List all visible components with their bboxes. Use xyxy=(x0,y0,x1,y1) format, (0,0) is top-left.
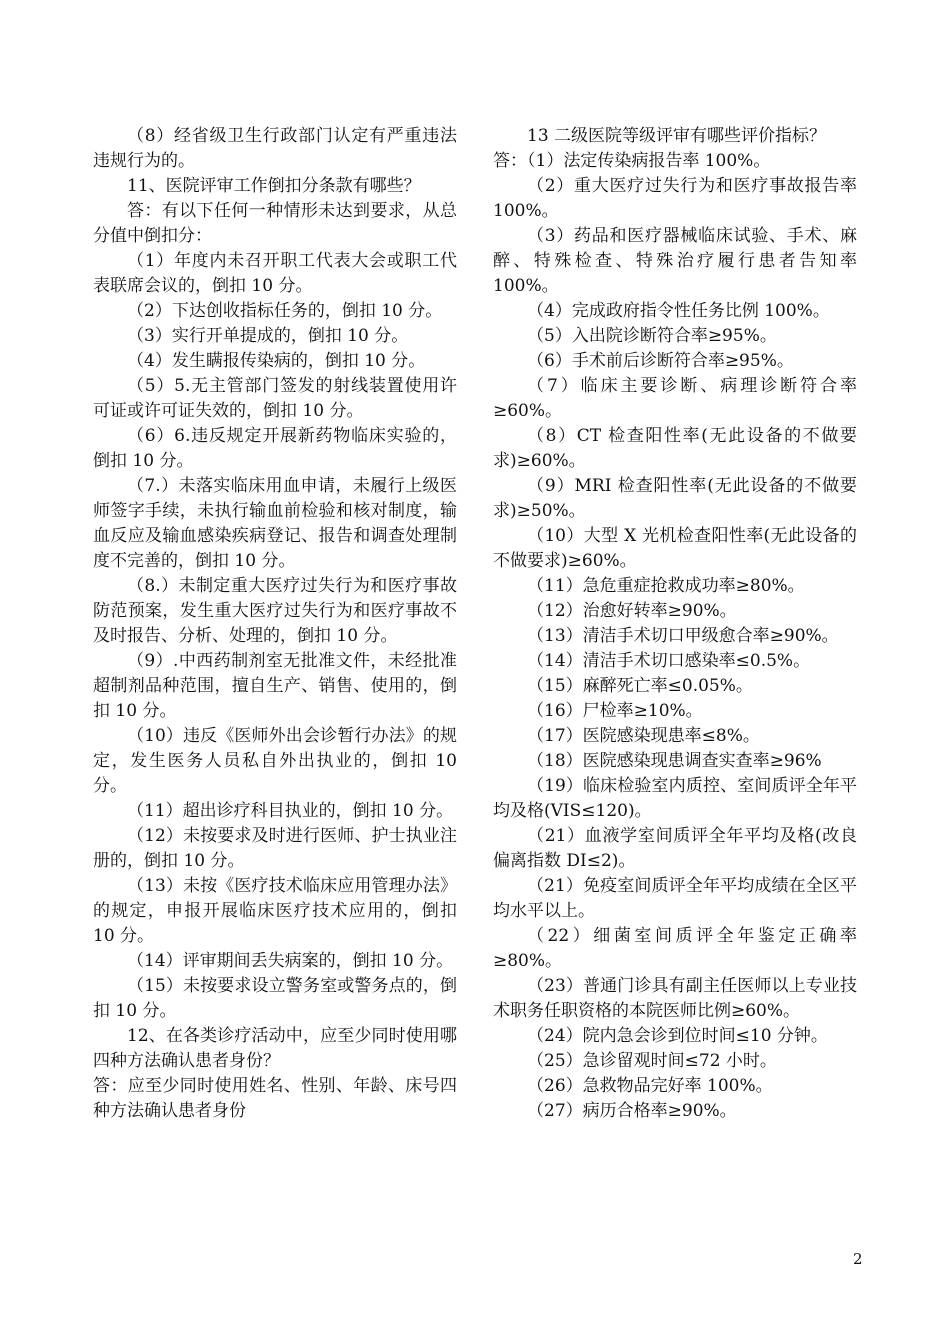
left-paragraph: （6）6.违反规定开展新药物临床实验的，倒扣 10 分。 xyxy=(93,426,457,471)
left-paragraph: （14）评审期间丢失病案的，倒扣 10 分。 xyxy=(127,951,454,971)
right-paragraph: 13 二级医院等级评审有哪些评价指标？ xyxy=(527,126,827,146)
left-paragraph: （15）未按要求设立警务室或警务点的，倒扣 10 分。 xyxy=(93,976,457,1021)
right-paragraph: 答：（1）法定传染病报告率 100%。 xyxy=(493,151,771,171)
left-paragraph: 12、在各类诊疗活动中，应至少同时使用哪四种方法确认患者身份？ xyxy=(93,1026,457,1071)
right-paragraph: （26）急救物品完好率 100%。 xyxy=(527,1076,773,1096)
left-paragraph: （13）未按《医疗技术临床应用管理办法》的规定，申报开展临床医疗技术应用的，倒扣 10 分。 xyxy=(93,876,457,946)
right-paragraph: （8）CT 检查阳性率(无此设备的不做要求)≥60%。 xyxy=(493,426,857,471)
left-paragraph: （2）下达创收指标任务的，倒扣 10 分。 xyxy=(127,301,443,321)
right-paragraph: （24）院内急会诊到位时间≤10 分钟。 xyxy=(527,1026,828,1046)
right-paragraph: （11）急危重症抢救成功率≥80%。 xyxy=(527,576,805,596)
left-paragraph: （11）超出诊疗科目执业的，倒扣 10 分。 xyxy=(127,801,454,821)
left-paragraph: （5）5.无主管部门签发的射线装置使用许可证或许可证失效的，倒扣 10 分。 xyxy=(93,376,457,421)
left-paragraph: 11、医院评审工作倒扣分条款有哪些？ xyxy=(127,176,421,196)
right-paragraph: （25）急诊留观时间≤72 小时。 xyxy=(527,1051,777,1071)
right-paragraph: （6）手术前后诊断符合率≥95%。 xyxy=(527,351,794,371)
right-paragraph: （2）重大医疗过失行为和医疗事故报告率 100%。 xyxy=(493,176,857,221)
right-paragraph: （23）普通门诊具有副主任医师以上专业技术职务任职资格的本院医师比例≥60%。 xyxy=(493,976,857,1021)
right-paragraph: （21）免疫室间质评全年平均成绩在全区平均水平以上。 xyxy=(493,876,857,921)
right-paragraph: （27）病历合格率≥90%。 xyxy=(527,1101,737,1121)
right-paragraph: （5）入出院诊断符合率≥95%。 xyxy=(527,326,777,346)
left-paragraph: （12）未按要求及时进行医师、护士执业注册的，倒扣 10 分。 xyxy=(93,826,457,871)
right-paragraph: （9）MRI 检查阳性率(无此设备的不做要求)≥50%。 xyxy=(493,476,857,521)
right-paragraph: （10）大型 X 光机检查阳性率(无此设备的不做要求)≥60%。 xyxy=(493,526,857,571)
left-paragraph: （8.）未制定重大医疗过失行为和医疗事故防范预案，发生重大医疗过失行为和医疗事故不及时报告、分析、处理的，倒扣 10 分。 xyxy=(93,576,457,646)
left-paragraph: （7.）未落实临床用血申请，未履行上级医师签字手续，未执行输血前检验和核对制度，输血反应及输血感染疾病登记、报告和调查处理制度不完善的，倒扣 10 分。 xyxy=(93,476,457,571)
right-paragraph: （4）完成政府指令性任务比例 100%。 xyxy=(527,301,830,321)
left-paragraph: （3）实行开单提成的，倒扣 10 分。 xyxy=(127,326,409,346)
right-column xyxy=(493,124,857,1124)
right-paragraph: （3）药品和医疗器械临床试验、手术、麻醉、特殊检查、特殊治疗履行患者告知率 100%。 xyxy=(493,226,857,296)
right-paragraph: （7）临床主要诊断、病理诊断符合率≥60%。 xyxy=(493,376,857,421)
right-paragraph: （14）清洁手术切口感染率≤0.5%。 xyxy=(527,651,811,671)
left-paragraph: （8）经省级卫生行政部门认定有严重违法违规行为的。 xyxy=(93,126,457,171)
left-paragraph: （4）发生瞒报传染病的，倒扣 10 分。 xyxy=(127,351,426,371)
left-paragraph: 答：有以下任何一种情形未达到要求，从总分值中倒扣分： xyxy=(93,201,457,246)
left-paragraph: （10）违反《医师外出会诊暂行办法》的规定，发生医务人员私自外出执业的，倒扣 10 分。 xyxy=(93,726,457,796)
right-paragraph: （15）麻醉死亡率≤0.05%。 xyxy=(527,676,753,696)
left-paragraph: （1）年度内未召开职工代表大会或职工代表联席会议的，倒扣 10 分。 xyxy=(93,251,457,296)
right-paragraph: （13）清洁手术切口甲级愈合率≥90%。 xyxy=(527,626,839,646)
right-paragraph: （16）尸检率≥10%。 xyxy=(527,701,703,721)
left-column xyxy=(93,124,457,1124)
page-number: 2 xyxy=(853,1250,863,1268)
right-paragraph: （21）血液学室间质评全年平均及格(改良偏离指数 DI≤2)。 xyxy=(493,826,857,871)
right-paragraph: （17）医院感染现患率≤8%。 xyxy=(527,726,760,746)
right-paragraph: （18）医院感染现患调查实查率≥96% xyxy=(527,751,822,771)
right-paragraph: （19）临床检验室内质控、室间质评全年平均及格(VIS≤120)。 xyxy=(493,776,857,821)
left-paragraph: （9）.中西药制剂室无批准文件，未经批准超制剂品种范围，擅自生产、销售、使用的，倒扣 10 分。 xyxy=(93,651,457,721)
right-paragraph: （12）治愈好转率≥90%。 xyxy=(527,601,737,621)
right-paragraph: （22）细菌室间质评全年鉴定正确率≥80%。 xyxy=(493,926,857,971)
left-paragraph: 答：应至少同时使用姓名、性别、年龄、床号四种方法确认患者身份 xyxy=(93,1076,457,1121)
